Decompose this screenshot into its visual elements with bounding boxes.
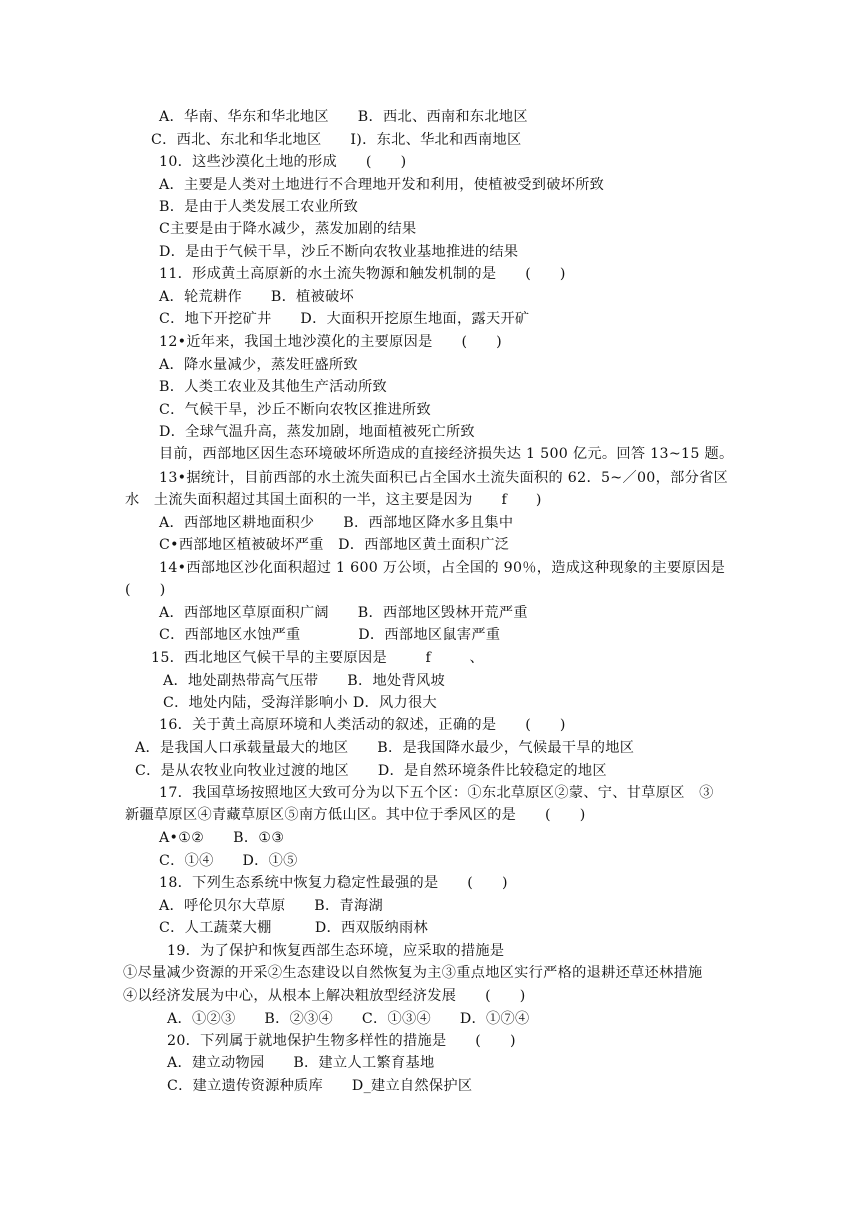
q19-options: A．①②③ B．②③④ C．①③④ D．①⑦④ bbox=[167, 1011, 530, 1027]
q13-options-ab: A．西部地区耕地面积少 B．西部地区降水多且集中 bbox=[159, 515, 514, 531]
q20-options-ab: A．建立动物园 B．建立人工繁育基地 bbox=[167, 1055, 435, 1071]
q10-option-b: B．是由于人类发展工农业所致 bbox=[159, 199, 359, 215]
q18-stem: 18．下列生态系统中恢复力稳定性最强的是 ( ) bbox=[159, 875, 508, 891]
q13-stem-line2: 水 土流失面积超过其国土面积的一半，这主要是因为 f ) bbox=[125, 492, 542, 508]
q13-options-cd: C•西部地区植被破坏严重 D．西部地区黄土面积广泛 bbox=[159, 537, 510, 553]
q12-option-b: B．人类工农业及其他生产活动所致 bbox=[159, 379, 388, 395]
q14-stem-line2: ( ) bbox=[125, 582, 166, 598]
q16-stem: 16．关于黄土高原环境和人类活动的叙述，正确的是 ( ) bbox=[159, 717, 566, 733]
q20-options-cd: C．建立遗传资源种质库 D_建立自然保护区 bbox=[167, 1078, 473, 1094]
q11-stem: 11．形成黄土高原新的水土流失物源和触发机制的是 ( ) bbox=[159, 266, 566, 282]
q10-option-d: D．是由于气候干旱，沙丘不断向农牧业基地推进的结果 bbox=[159, 244, 519, 260]
q17-stem-line1: 17．我国草场按照地区大致可分为以下五个区：①东北草原区②蒙、宁、甘草原区 ③ bbox=[159, 785, 714, 801]
q17-options-ab: A•①② B．①③ bbox=[159, 830, 285, 846]
q14-options-ab: A．西部地区草原面积广阔 B．西部地区毁林开荒严重 bbox=[159, 605, 528, 621]
q14-stem-line1: 14•西部地区沙化面积超过 1 600 万公顷，占全国的 90％，造成这种现象的主要原因是 bbox=[159, 560, 726, 576]
q16-options-ab: A．是我国人口承载量最大的地区 B．是我国降水最少，气候最干旱的地区 bbox=[135, 740, 635, 756]
q15-stem: 15．西北地区气候干旱的主要原因是 f 、 bbox=[151, 650, 484, 666]
q16-options-cd: C．是从农牧业向牧业过渡的地区 D．是自然环境条件比较稳定的地区 bbox=[135, 763, 607, 779]
q17-stem-line2: 新疆草原区④青藏草原区⑤南方低山区。其中位于季风区的是 ( ) bbox=[125, 807, 586, 823]
q12-option-d: D．全球气温升高，蒸发加剧，地面植被死亡所致 bbox=[159, 424, 475, 440]
q19-stem-line2: ①尽量减少资源的开采②生态建设以自然恢复为主③重点地区实行严格的退耕还草还林措施 bbox=[123, 965, 703, 981]
q19-stem: 19．为了保护和恢复西部生态环境，应采取的措施是 bbox=[167, 943, 505, 959]
q9-options-cd: C．西北、东北和华北地区 I)．东北、华北和西南地区 bbox=[151, 132, 522, 148]
q12-option-c: C．气候干旱，沙丘不断向农牧区推进所致 bbox=[159, 402, 431, 418]
q19-stem-line3: ④以经济发展为中心，从根本上解决粗放型经济发展 ( ) bbox=[123, 988, 526, 1004]
q14-options-cd: C．西部地区水蚀严重 D．西部地区鼠害严重 bbox=[159, 627, 501, 643]
section-intro: 目前，西部地区因生态环境破坏所造成的直接经济损失达 1 500 亿元。回答 13~15 题。 bbox=[159, 446, 734, 462]
q11-options-cd: C．地下开挖矿井 D．大面积开挖原生地面，露天开矿 bbox=[159, 311, 530, 327]
q9-options-ab: A．华南、华东和华北地区 B．西北、西南和东北地区 bbox=[159, 109, 528, 125]
q12-option-a: A．降水量减少，蒸发旺盛所致 bbox=[159, 357, 358, 373]
q12-stem: 12•近年来，我国土地沙漠化的主要原因是 ( ) bbox=[159, 334, 502, 350]
q15-options-cd: C．地处内陆，受海洋影响小 D．风力很大 bbox=[163, 695, 437, 711]
q10-option-a: A．主要是人类对土地进行不合理地开发和利用，使植被受到破坏所致 bbox=[159, 177, 605, 193]
q13-stem-line1: 13•据统计，目前西部的水土流失面积已占全国水土流失面积的 62．5~／00，部分省区 bbox=[159, 470, 729, 486]
q18-options-ab: A．呼伦贝尔大草原 B．青海湖 bbox=[159, 898, 383, 914]
q10-stem: 10．这些沙漠化土地的形成 ( ) bbox=[159, 154, 407, 170]
q17-options-cd: C．①④ D．①⑤ bbox=[159, 853, 298, 869]
q15-options-ab: A．地处副热带高气压带 B．地处背风坡 bbox=[163, 673, 445, 689]
q20-stem: 20．下列属于就地保护生物多样性的措施是 ( ) bbox=[167, 1033, 516, 1049]
q10-option-c: C主要是由于降水减少，蒸发加剧的结果 bbox=[159, 221, 417, 237]
q11-options-ab: A．轮荒耕作 B．植被破坏 bbox=[159, 289, 355, 305]
q18-options-cd: C．人工蔬菜大棚 D．西双版纳雨林 bbox=[159, 920, 428, 936]
